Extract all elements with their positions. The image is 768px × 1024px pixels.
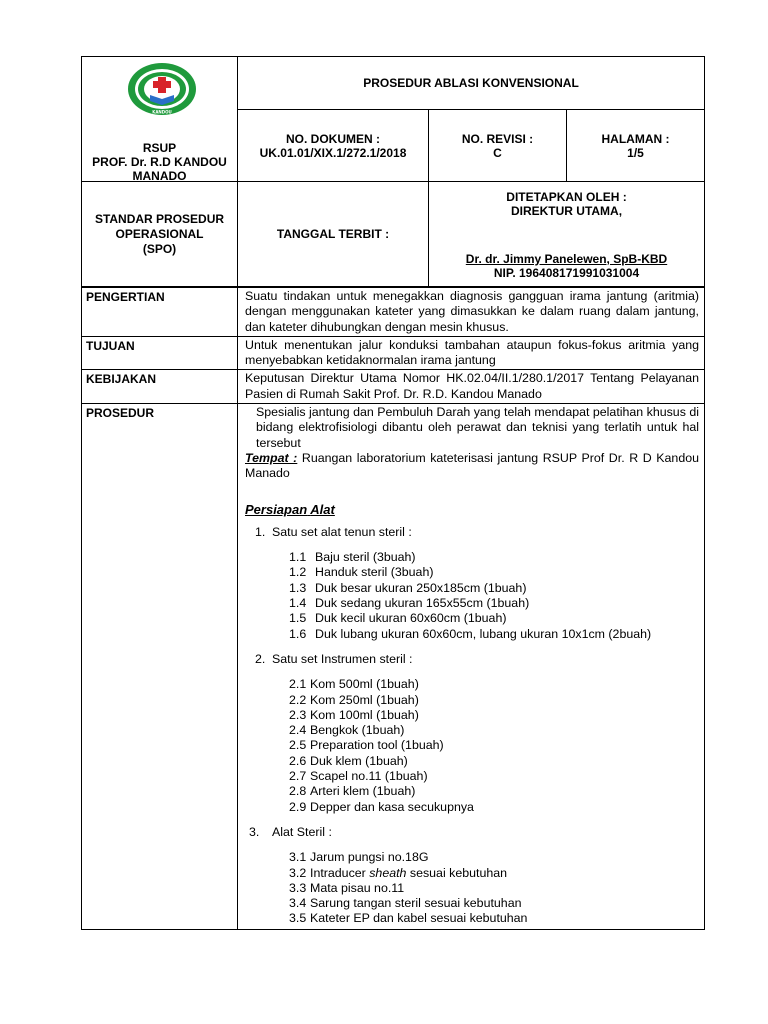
document	[81, 56, 704, 930]
approver-title: DIREKTUR UTAMA,	[510, 204, 623, 218]
revision-cell	[429, 110, 567, 182]
list-item-number: 2.4	[289, 723, 307, 738]
list-item	[289, 896, 699, 911]
hospital-name	[82, 141, 237, 183]
list-item-text: Kateter EP dan kabel sesuai kebutuhan	[310, 911, 528, 926]
content-table	[81, 287, 705, 930]
group-3-list	[289, 850, 699, 926]
persiapan-word: Persiapan	[245, 501, 308, 517]
list-item-text: Kom 250ml (1buah)	[310, 692, 419, 707]
list-item-number: 2.9	[289, 799, 307, 814]
list-item	[289, 850, 699, 865]
issue-date-cell: TANGGAL TERBIT :	[238, 182, 429, 287]
list-item-number: 1.6	[289, 626, 307, 641]
list-item-number: 2.7	[289, 769, 307, 784]
tujuan-text: Untuk menentukan jalur konduksi tambahan ataupun fokus-fokus aritmia yang menyebabkan ketidaknormalan irama jantung	[238, 336, 705, 370]
list-item-text: Duk kecil ukuran 60x60cm (1buah)	[315, 611, 507, 626]
pengertian-text: Suatu tindakan untuk menegakkan diagnosis gangguan irama jantung (aritmia) dengan menggunakan kateter yang dimasukkan ke dalam ruang dalam jantung, dan kateter dihubungkan dengan mesin khusus.	[238, 288, 705, 337]
kebijakan-label: KEBIJAKAN	[82, 370, 238, 404]
list-item-number: 3.2	[289, 865, 307, 880]
list-item-text: Arteri klem (1buah)	[310, 784, 416, 799]
list-item-text: Handuk steril (3buah)	[315, 565, 434, 580]
approver-name: Dr. dr. Jimmy Panelewen, SpB-KBD	[465, 252, 668, 266]
list-item-number: 2.3	[289, 707, 307, 722]
tempat-text: Ruangan laboratorium kateterisasi jantung RSUP Prof Dr. R D Kandou Manado	[245, 450, 699, 481]
group-3-title: 3. Alat Steril :	[249, 824, 332, 839]
page-cell	[567, 110, 705, 182]
approval-cell	[429, 182, 705, 287]
list-item-number: 1.5	[289, 611, 307, 626]
list-item	[289, 565, 699, 580]
page-label: HALAMAN :	[601, 131, 670, 146]
list-item-text: Duk besar ukuran 250x185cm (1buah)	[315, 580, 527, 595]
list-item	[289, 911, 699, 926]
list-item-text: Mata pisau no.11	[310, 880, 405, 895]
tujuan-label: TUJUAN	[82, 336, 238, 370]
list-item	[289, 738, 699, 753]
tempat-label: Tempat :	[245, 450, 298, 465]
list-item-number: 2.5	[289, 738, 307, 753]
hospital-name-line: MANADO	[132, 169, 187, 183]
prosedur-intro: Spesialis jantung dan Pembuluh Darah yang telah mendapat pelatihan khusus di bidang elektrofisiologi dibantu oleh perawat dan teknisi yang terlatih untuk hal tersebut	[256, 405, 699, 450]
list-item-number: 1.2	[289, 565, 307, 580]
persiapan-alat-heading	[245, 502, 699, 517]
alat-word: Alat	[310, 501, 335, 517]
approved-by-label: DITETAPKAN OLEH :	[506, 190, 627, 204]
list-item-text: Jarum pungsi no.18G	[310, 850, 429, 865]
hospital-name-line: PROF. Dr. R.D KANDOU	[92, 155, 227, 169]
list-item-text: Depper dan kasa secukupnya	[310, 799, 474, 814]
list-item	[289, 708, 699, 723]
group-1-title: 1. Satu set alat tenun steril :	[255, 524, 412, 539]
prosedur-label: PROSEDUR	[82, 404, 238, 930]
document-number-label: NO. DOKUMEN :	[286, 131, 380, 146]
list-item-text: Kom 500ml (1buah)	[310, 677, 419, 692]
list-item-number: 1.4	[289, 596, 307, 611]
list-item	[289, 769, 699, 784]
list-item	[289, 693, 699, 708]
group-2-list	[289, 677, 699, 815]
list-item-text: Preparation tool (1buah)	[310, 738, 444, 753]
list-item	[289, 866, 699, 881]
list-item-text: Intraducer sheath sesuai kebutuhan	[310, 865, 508, 880]
list-item-text: Duk klem (1buah)	[310, 753, 408, 768]
list-item-text: Duk sedang ukuran 165x55cm (1buah)	[315, 596, 530, 611]
kebijakan-text: Keputusan Direktur Utama Nomor HK.02.04/II.1/280.1/2017 Tentang Pelayanan Pasien di Rumah Sakit Prof. Dr. R.D. Kandou Manado	[238, 370, 705, 404]
list-item	[289, 800, 699, 815]
prosedur-content	[238, 404, 705, 930]
list-item	[289, 581, 699, 596]
tempat-line	[245, 451, 699, 482]
document-title: PROSEDUR ABLASI KONVENSIONAL	[238, 57, 705, 110]
page-value: 1/5	[627, 145, 644, 160]
list-item-number: 3.1	[289, 850, 307, 865]
list-item-number: 3.3	[289, 880, 307, 895]
list-item	[289, 677, 699, 692]
document-number-value: UK.01.01/XIX.1/272.1/2018	[259, 145, 407, 160]
hospital-logo-icon	[126, 61, 198, 119]
list-item-number: 3.4	[289, 896, 307, 911]
logo-text: KANDOU	[152, 109, 172, 115]
list-item	[289, 784, 699, 799]
revision-value: C	[493, 145, 502, 160]
list-item-number: 2.1	[289, 677, 307, 692]
list-item-number: 2.2	[289, 692, 307, 707]
list-item-text: Kom 100ml (1buah)	[310, 707, 419, 722]
list-item-text: Scapel no.11 (1buah)	[310, 769, 428, 784]
list-item	[289, 754, 699, 769]
list-item-text: Bengkok (1buah)	[310, 723, 405, 738]
list-item	[289, 881, 699, 896]
list-item	[289, 596, 699, 611]
list-item-number: 2.8	[289, 784, 307, 799]
header-table	[81, 56, 705, 287]
group-2-title: 2. Satu set Instrumen steril :	[255, 651, 413, 666]
spo-line: (SPO)	[142, 241, 177, 256]
list-item-number: 1.1	[289, 550, 307, 565]
list-item	[289, 723, 699, 738]
list-item-number: 2.6	[289, 753, 307, 768]
list-item-number: 1.3	[289, 580, 307, 595]
list-item	[289, 627, 699, 642]
list-item-text: Sarung tangan steril sesuai kebutuhan	[310, 896, 522, 911]
list-item	[289, 611, 699, 626]
hospital-cell	[82, 57, 238, 182]
list-item-text: Duk lubang ukuran 60x60cm, lubang ukuran 10x1cm (2buah)	[315, 626, 652, 641]
spo-line: OPERASIONAL	[115, 226, 204, 241]
list-item-number: 3.5	[289, 911, 307, 926]
document-number-cell	[238, 110, 429, 182]
list-item-text: Baju steril (3buah)	[315, 550, 416, 565]
list-item	[289, 550, 699, 565]
hospital-name-line: RSUP	[142, 141, 177, 155]
pengertian-label: PENGERTIAN	[82, 288, 238, 337]
spo-cell	[82, 182, 238, 287]
group-1-list	[289, 550, 699, 642]
spo-line: STANDAR PROSEDUR	[94, 211, 225, 226]
approver-nip: NIP. 196408171991031004	[493, 266, 640, 280]
revision-label: NO. REVISI :	[461, 131, 534, 146]
